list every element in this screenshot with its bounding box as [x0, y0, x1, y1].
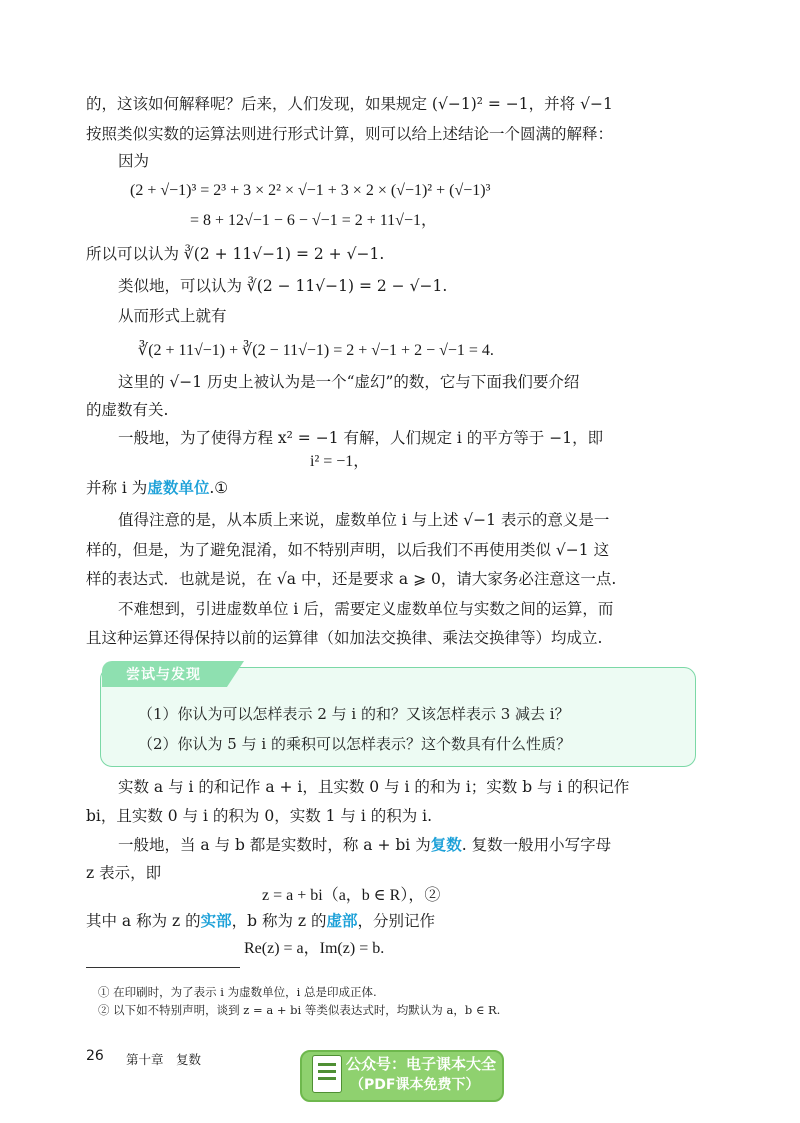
text-span: . 复数一般用小写字母: [461, 836, 612, 854]
footnote-divider: [86, 967, 240, 968]
text-line: 所以可以认为 ∛(2 + 11√−1) = 2 + √−1.: [86, 245, 385, 263]
text-line: 样的，但是，为了避免混淆，如不特别声明，以后我们不再使用类似 √−1 这: [86, 541, 610, 559]
text-span: 一般地，当 a 与 b 都是实数时，称 a + bi 为: [118, 836, 431, 854]
text-line: 的虚数有关.: [86, 401, 169, 419]
term-imaginary-part: 虚部: [326, 911, 358, 930]
equation: i² = −1，: [310, 453, 370, 470]
text-span: ，分别记作: [357, 912, 436, 930]
box-question: （1）你认为可以怎样表示 2 与 i 的和？又该怎样表示 3 减去 i？: [138, 705, 570, 723]
text-line: 因为: [118, 152, 150, 170]
term-real-part: 实部: [200, 911, 232, 930]
watermark-line1: 公众号：电子课本大全: [346, 1055, 497, 1073]
book-icon: [312, 1055, 342, 1093]
text-span: ，b 称为 z 的: [231, 912, 327, 930]
text-line: bi，且实数 0 与 i 的积为 0，实数 1 与 i 的积为 i.: [86, 807, 433, 825]
term-imaginary-unit: 虚数单位: [147, 478, 210, 497]
chapter-label: 第十章 复数: [126, 1052, 202, 1067]
text-line: 的，这该如何解释呢？后来，人们发现，如果规定 (√−1)² = −1，并将 √−1: [86, 95, 613, 113]
text-line: 类似地，可以认为 ∛(2 − 11√−1) = 2 − √−1.: [118, 277, 448, 295]
term-complex-number: 复数: [430, 835, 462, 854]
text-span: 并称 i 为: [86, 479, 148, 497]
text-line: 不难想到，引进虚数单位 i 后，需要定义虚数单位与实数之间的运算，而: [118, 600, 614, 618]
box-title: 尝试与发现: [126, 667, 201, 683]
text-line: 值得注意的是，从本质上来说，虚数单位 i 与上述 √−1 表示的意义是一: [118, 511, 610, 529]
equation: ∛(2 + 11√−1) + ∛(2 − 11√−1) = 2 + √−1 + 2 − √−1 = 4.: [138, 342, 494, 359]
footnote-ref: .①: [209, 479, 229, 497]
equation: = 8 + 12√−1 − 6 − √−1 = 2 + 11√−1，: [190, 212, 437, 229]
watermark-line2: （PDF课本免费下）: [350, 1077, 480, 1093]
footnote: ② 以下如不特别声明，谈到 z = a + bi 等类似表达式时，均默认为 a，b ∈ R.: [98, 1003, 501, 1017]
box-question: （2）你认为 5 与 i 的乘积可以怎样表示？这个数具有什么性质？: [138, 735, 571, 753]
text-span: 其中 a 称为 z 的: [86, 912, 201, 930]
text-line: 样的表达式．也就是说，在 √a 中，还是要求 a ⩾ 0，请大家务必注意这一点.: [86, 570, 617, 588]
equation: Re(z) = a，Im(z) = b.: [244, 940, 385, 957]
text-line: [86, 477, 228, 499]
text-line: 从而形式上就有: [118, 307, 227, 325]
text-line: 且这种运算还得保持以前的运算律（如加法交换律、乘法交换律等）均成立.: [86, 629, 603, 647]
equation: z = a + bi（a，b ∈ R），②: [262, 887, 441, 904]
text-line: 这里的 √−1 历史上被认为是一个“虚幻”的数，它与下面我们要介绍: [118, 373, 580, 391]
text-line: [86, 910, 435, 932]
equation: (2 + √−1)³ = 2³ + 3 × 2² × √−1 + 3 × 2 × (√−1)² + (√−1)³: [130, 182, 491, 199]
page-number: 26: [86, 1048, 104, 1064]
footnote: ① 在印刷时，为了表示 i 为虚数单位，i 总是印成正体.: [98, 985, 377, 999]
text-line: [118, 834, 611, 856]
text-line: 实数 a 与 i 的和记作 a + i，且实数 0 与 i 的和为 i；实数 b 与 i 的积记作: [118, 778, 630, 796]
text-line: 按照类似实数的运算法则进行形式计算，则可以给上述结论一个圆满的解释：: [86, 125, 614, 143]
text-line: 一般地，为了使得方程 x² = −1 有解，人们规定 i 的平方等于 −1，即: [118, 429, 604, 447]
text-line: z 表示，即: [86, 864, 162, 882]
